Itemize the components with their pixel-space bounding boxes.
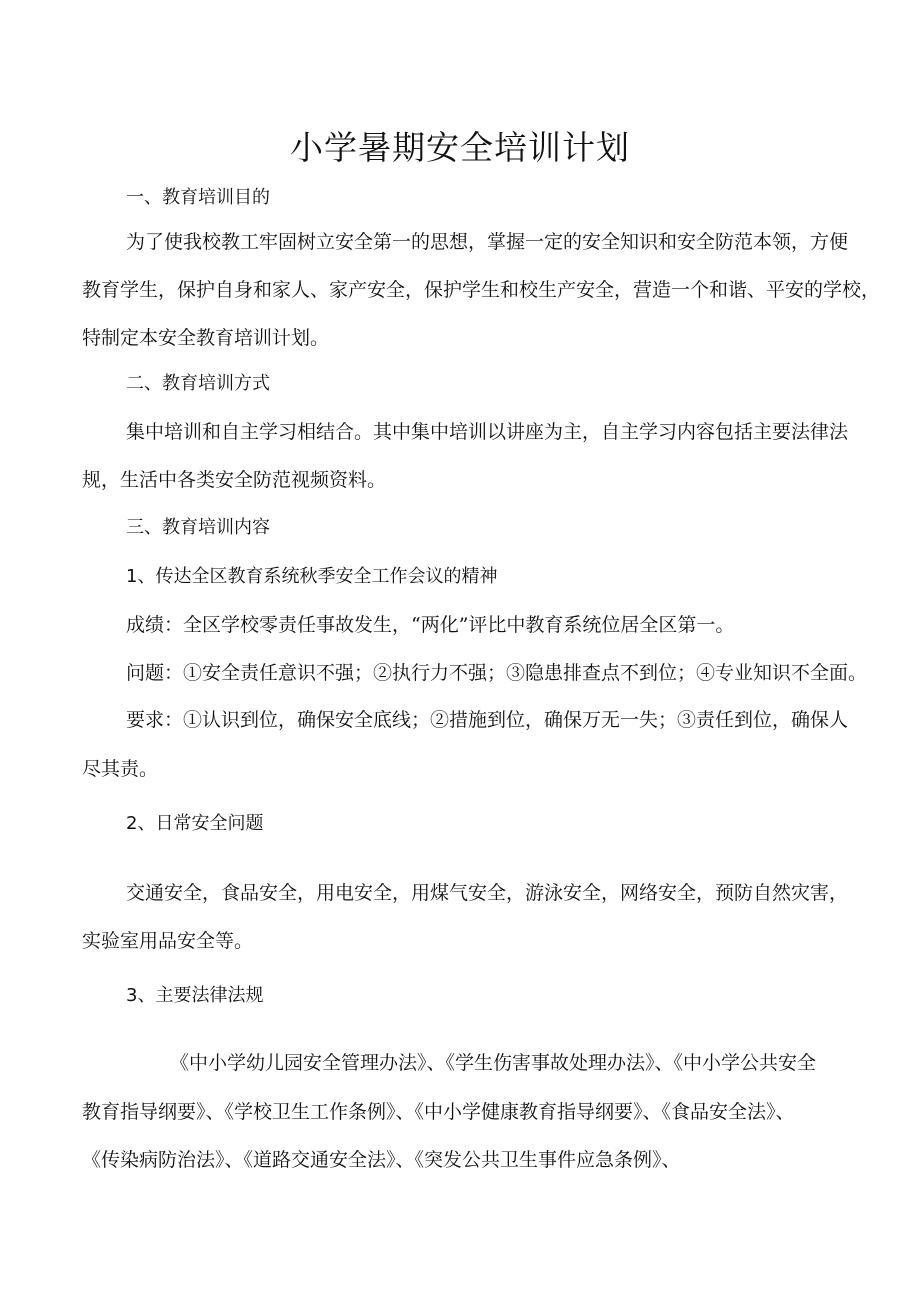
item2-heading: 2、日常安全问题 [126, 813, 264, 834]
item1-problems: 问题：①安全责任意识不强；②执行力不强；③隐患排查点不到位；④专业知识不全面。 [126, 662, 868, 684]
section1-para-line3: 特制定本安全教育培训计划。 [82, 327, 330, 349]
section1-para-line1: 为了使我校教工牢固树立安全第一的思想，掌握一定的安全知识和安全防范本领，方便 [126, 231, 849, 253]
item3-para-line2: 教育指导纲要》、《学校卫生工作条例》、《中小学健康教育指导纲要》、《食品安全法》、 [82, 1101, 795, 1123]
item2-para-line2: 实验室用品安全等。 [82, 930, 254, 952]
item1-achievement: 成绩：全区学校零责任事故发生，“两化”评比中教育系统位居全区第一。 [126, 614, 735, 636]
document-title: 小学暑期安全培训计划 [290, 128, 630, 167]
item3-heading: 3、主要法律法规 [126, 985, 264, 1006]
item1-requirements-line2: 尽其责。 [82, 758, 159, 780]
section1-para-line2: 教育学生，保护自身和家人、家产安全，保护学生和校生产安全，营造一个和谐、平安的学校， [82, 279, 881, 301]
section1-heading: 一、教育培训目的 [126, 187, 270, 208]
item1-requirements-line1: 要求：①认识到位，确保安全底线；②措施到位，确保万无一失；③责任到位，确保人 [126, 709, 849, 731]
item3-para-line1: 《中小学幼儿园安全管理办法》、《学生伤害事故处理办法》、《中小学公共安全 [170, 1052, 817, 1074]
section2-para-line2: 规，生活中各类安全防范视频资料。 [82, 469, 387, 491]
item2-para-line1: 交通安全，食品安全，用电安全，用煤气安全，游泳安全，网络安全，预防自然灾害， [126, 882, 849, 904]
section2-heading: 二、教育培训方式 [126, 373, 270, 394]
item1-heading: 1、传达全区教育系统秋季安全工作会议的精神 [126, 566, 498, 587]
item3-para-line3: 《传染病防治法》、《道路交通安全法》、《突发公共卫生事件应急条例》、 [82, 1149, 681, 1171]
section3-heading: 三、教育培训内容 [126, 517, 270, 538]
section2-para-line1: 集中培训和自主学习相结合。其中集中培训以讲座为主，自主学习内容包括主要法律法 [126, 421, 849, 443]
